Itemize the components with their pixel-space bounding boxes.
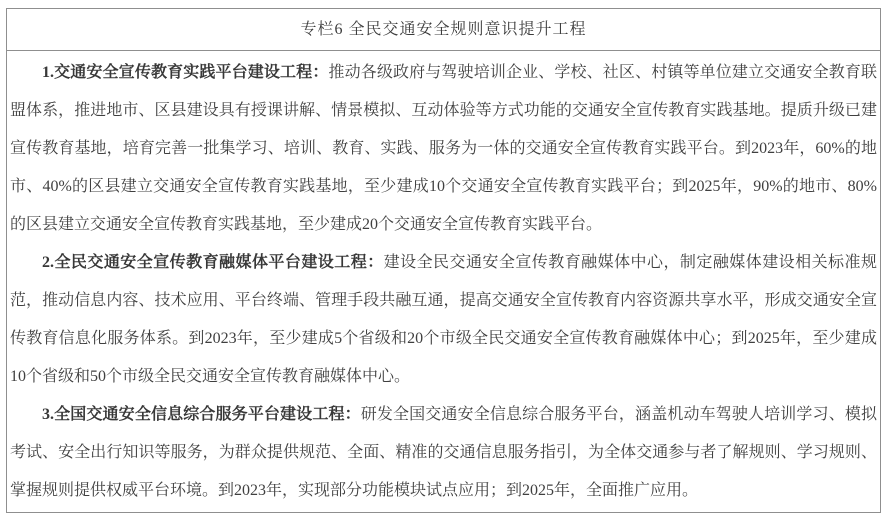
paragraph-1-text: 推动各级政府与驾驶培训企业、学校、社区、村镇等单位建立交通安全教育联盟体系，推进地市、区县建设具有授课讲解、情景模拟、互动体验等方式功能的交通安全宣传教育实践基地。提质升级已建宣传教育基地，培育完善一批集学习、培训、教育、实践、服务为一体的交通安全宣传教育实践平台。到2023年，60%的地市、40%的区县建立交通安全宣传教育实践基地，至少建成10个交通安全宣传教育实践平台；到2025年，90%的地市、80%的区县建立交通安全宣传教育实践基地，至少建成20个交通安全宣传教育实践平台。 <box>10 64 877 233</box>
paragraph-3 <box>10 396 877 510</box>
paragraph-1 <box>10 54 877 244</box>
paragraph-2 <box>10 244 877 396</box>
panel-body <box>7 51 880 512</box>
paragraph-1-lead: 1.交通安全宣传教育实践平台建设工程： <box>42 64 329 81</box>
panel-title: 专栏6 全民交通安全规则意识提升工程 <box>7 9 880 51</box>
paragraph-2-text: 建设全民交通安全宣传教育融媒体中心，制定融媒体建设相关标准规范，推动信息内容、技术应用、平台终端、管理手段共融互通，提高交通安全宣传教育内容资源共享水平，形成交通安全宣传教育信息化服务体系。到2023年，至少建成5个省级和20个市级全民交通安全宣传教育融媒体中心；到2025年，至少建成10个省级和50个市级全民交通安全宣传教育融媒体中心。 <box>10 254 877 385</box>
paragraph-2-lead: 2.全民交通安全宣传教育融媒体平台建设工程： <box>42 254 384 271</box>
column-panel <box>6 8 881 513</box>
paragraph-3-text: 研发全国交通安全信息综合服务平台，涵盖机动车驾驶人培训学习、模拟考试、安全出行知识等服务，为群众提供规范、全面、精准的交通信息服务指引，为全体交通参与者了解规则、学习规则、掌握规则提供权威平台环境。到2023年，实现部分功能模块试点应用；到2025年，全面推广应用。 <box>10 406 877 499</box>
paragraph-3-lead: 3.全国交通安全信息综合服务平台建设工程： <box>42 406 361 423</box>
